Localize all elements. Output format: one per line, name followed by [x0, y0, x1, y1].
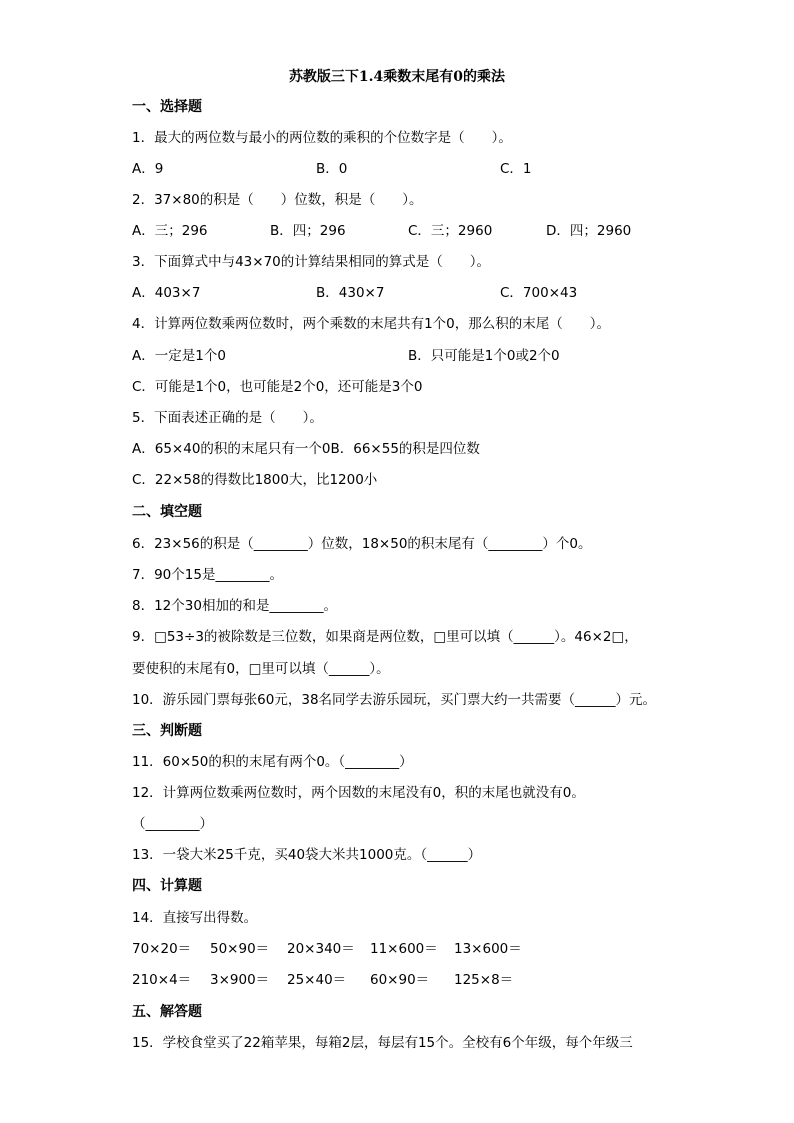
- question-11: 11．60×50的积的末尾有两个0。（________）: [132, 754, 413, 770]
- section-heading-calc: 四、计算题: [132, 878, 202, 894]
- question-15: 15．学校食堂买了22箱苹果，每箱2层，每层有15个。全校有6个年级，每个年级三: [132, 1035, 633, 1051]
- question-4-stem: 4．计算两位数乘两位数时，两个乘数的末尾共有1个0，那么积的末尾（ ）。: [132, 316, 611, 332]
- question-3-option-a: A．403×7: [132, 285, 201, 301]
- question-5-option-ab: A．65×40的积的末尾只有一个0B．66×55的积是四位数: [132, 441, 480, 457]
- question-4-option-b: B．只可能是1个0或2个0: [408, 348, 560, 364]
- question-5-option-c: C．22×58的得数比1800大，比1200小: [132, 472, 378, 488]
- question-3-option-c: C．700×43: [500, 285, 578, 301]
- calc-item: 60×90＝: [370, 972, 430, 988]
- question-7: 7．90个15是________。: [132, 567, 283, 583]
- question-14-stem: 14．直接写出得数。: [132, 910, 258, 926]
- question-2-stem: 2．37×80的积是（ ）位数，积是（ ）。: [132, 192, 423, 208]
- section-heading-judge: 三、判断题: [132, 723, 202, 739]
- question-4-option-c: C．可能是1个0，也可能是2个0，还可能是3个0: [132, 379, 423, 395]
- question-9-line-1: 9．□53÷3的被除数是三位数，如果商是两位数，□里可以填（______）。46×2□，: [132, 629, 638, 645]
- question-6: 6．23×56的积是（________）位数，18×50的积末尾有（________）个0。: [132, 536, 592, 552]
- section-heading-choice: 一、选择题: [132, 99, 202, 115]
- question-3-option-b: B．430×7: [316, 285, 385, 301]
- calc-item: 3×900＝: [210, 972, 270, 988]
- question-13: 13．一袋大米25千克，买40袋大米共1000克。（______）: [132, 847, 482, 863]
- calc-item: 70×20＝: [132, 941, 192, 957]
- question-2-option-a: A．三；296: [132, 223, 208, 239]
- question-2-option-c: C．三；2960: [408, 223, 493, 239]
- question-10: 10．游乐园门票每张60元，38名同学去游乐园玩，买门票大约一共需要（______）元。: [132, 692, 657, 708]
- question-12-line-2: （________）: [132, 816, 213, 832]
- question-3-stem: 3．下面算式中与43×70的计算结果相同的算式是（ ）。: [132, 254, 491, 270]
- question-9-line-2: 要使积的末尾有0，□里可以填（______）。: [132, 661, 390, 677]
- question-2-option-d: D．四；2960: [546, 223, 632, 239]
- question-2-option-b: B．四；296: [270, 223, 346, 239]
- question-4-option-a: A．一定是1个0: [132, 348, 226, 364]
- calc-item: 13×600＝: [454, 941, 522, 957]
- calc-item: 210×4＝: [132, 972, 192, 988]
- calc-item: 11×600＝: [370, 941, 438, 957]
- section-heading-solve: 五、解答题: [132, 1004, 202, 1020]
- calc-item: 125×8＝: [454, 972, 514, 988]
- question-1-stem: 1．最大的两位数与最小的两位数的乘积的个位数字是（ ）。: [132, 130, 512, 146]
- calc-item: 50×90＝: [210, 941, 270, 957]
- question-5-stem: 5．下面表述正确的是（ ）。: [132, 410, 323, 426]
- page-title: 苏教版三下1.4乘数末尾有0的乘法: [288, 69, 506, 85]
- calc-item: 20×340＝: [287, 941, 355, 957]
- question-1-option-b: B．0: [316, 161, 348, 177]
- question-1-option-c: C．1: [500, 161, 532, 177]
- question-12-line-1: 12．计算两位数乘两位数时，两个因数的末尾没有0，积的末尾也就没有0。: [132, 785, 585, 801]
- question-1-option-a: A．9: [132, 161, 164, 177]
- calc-item: 25×40＝: [287, 972, 347, 988]
- section-heading-fill: 二、填空题: [132, 504, 202, 520]
- question-8: 8．12个30相加的和是________。: [132, 598, 337, 614]
